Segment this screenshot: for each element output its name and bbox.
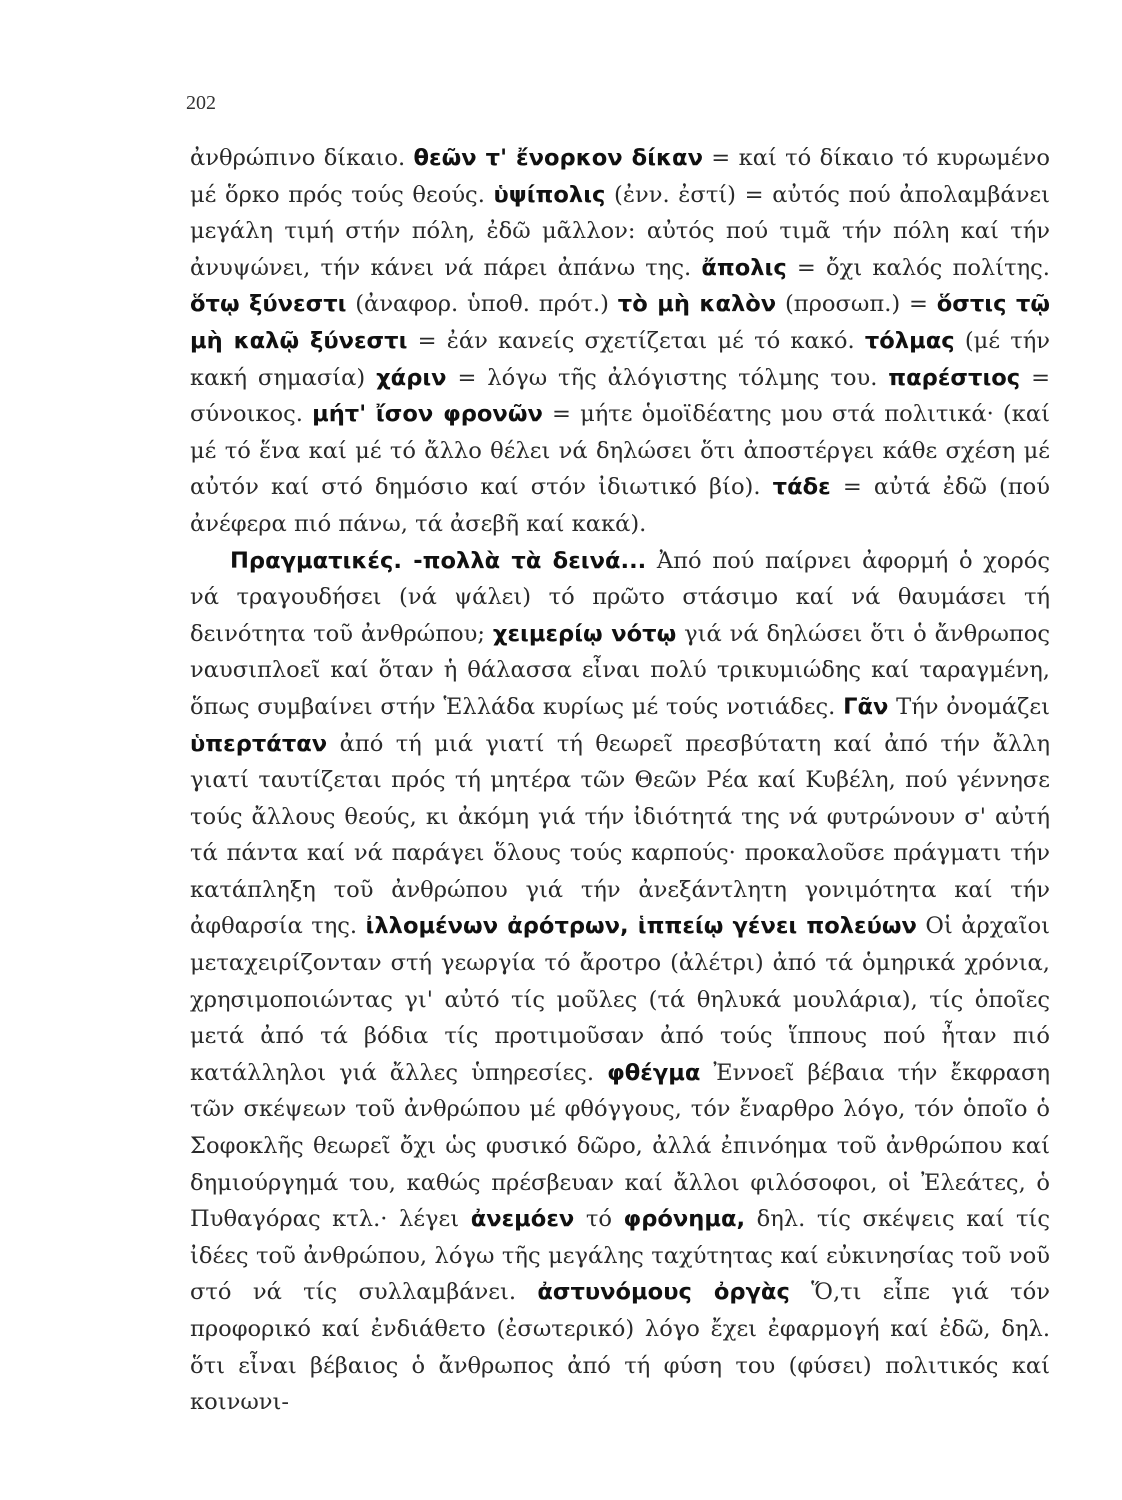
lemma-term: τάδε (772, 474, 831, 501)
lemma-term: φρόνημα, (623, 1206, 746, 1233)
lemma-term: ἀνεμόεν (470, 1206, 575, 1233)
lemma-term: ὑψίπολις (493, 181, 606, 208)
commentary-text (190, 140, 1050, 1421)
commentary-run: = μήτε ὁμοϊδέατης μου στά πολιτικά· (καί μέ τό ἕνα καί μέ τό ἄλλο θέλει νά δηλώσει ὅτι ἀποστέργει κάθε σχέση μέ αὐτόν καί στό δημόσιο καί στόν ἰδιωτικό βίο). (190, 401, 1050, 501)
lemma-term: χειμερίῳ νότῳ (492, 620, 677, 647)
commentary-run: ἀπό τή μιά γιατί τή θεωρεῖ πρεσβύτατη καί ἀπό τήν ἄλλη γιατί ταυτίζεται πρός τή μητέρα τῶν Θεῶν Ρέα καί Κυβέλη, πού γέννησε τούς ἄλλους θεούς, κι ἀκόμη γιά τήν ἰδιότητά της νά φυτρώνουν σ' αὐτή τά πάντα καί νά παράγει ὅλους τούς καρπούς· προκαλοῦσε πράγματι τήν κατάπληξη τοῦ ἀνθρώπου γιά τήν ἀνεξάντλητη γονιμότητα καί τήν ἀφθαρσία της. (190, 730, 1050, 940)
lemma-term: ὅτῳ ξύνεστι (190, 291, 347, 318)
commentary-paragraph-2 (190, 543, 1050, 1421)
commentary-run: (προσωπ.) = (776, 291, 937, 318)
commentary-run: Οἱ ἀρχαῖοι μεταχειρίζονταν στή γεωργία τό ἄροτρο (ἀλέτρι) ἀπό τά ὁμηρικά χρόνια, χρησιμοποιώντας γι' αὐτό τίς μοῦλες (τά θηλυκά μουλάρια), τίς ὁποῖες μετά ἀπό τά βόδια τίς προτιμοῦσαν ἀπό τούς ἵππους πού ἦταν πιό κατάλληλοι γιά ἄλλες ὑπηρεσίες. (190, 913, 1050, 1086)
lemma-term: μήτ' ἴσον φρονῶν (312, 401, 543, 428)
commentary-run: = ἐάν κανείς σχετίζεται μέ τό κακό. (407, 327, 865, 354)
commentary-run: τό (574, 1206, 624, 1233)
page-number: 202 (186, 92, 216, 114)
commentary-run: γιά νά δηλώσει ὅτι ὁ ἄνθρωπος ναυσιπλοεῖ καί ὅταν ἡ θάλασσα εἶναι πολύ τρικυμιώδης καί ταραγμένη, ὅπως συμβαίνει στήν Ἑλλάδα κυρίως μέ τούς νοτιάδες. (190, 620, 1050, 720)
lemma-term: Γᾶν (843, 693, 889, 720)
commentary-run: = καί τό δίκαιο τό κυρωμένο μέ ὅρκο πρός τούς θεούς. (190, 145, 1050, 208)
commentary-run: Ἐννοεῖ βέβαια τήν ἔκφραση τῶν σκέψεων τοῦ ἀνθρώπου μέ φθόγγους, τόν ἔναρθρο λόγο, τόν ὁποῖο ὁ Σοφοκλῆς θεωρεῖ ὄχι ὡς φυσικό δῶρο, ἀλλά ἐπινόημα τοῦ ἀνθρώπου καί δημιούργημά του, καθώς πρέσβευαν καί ἄλλοι φιλόσοφοι, οἱ Ἐλεάτες, ὁ Πυθαγόρας κτλ.· λέγει (190, 1059, 1050, 1233)
commentary-run: (ἀναφορ. ὑποθ. πρότ.) (346, 291, 618, 318)
lemma-term: ἰλλομένων ἀρότρων, ἱππείῳ γένει πολεύων (365, 913, 917, 940)
lemma-term: Πραγματικές. -πολλὰ τὰ δεινά... (230, 547, 647, 574)
lemma-term: τὸ μὴ καλὸν (617, 291, 777, 318)
commentary-run: Τήν ὀνομάζει (888, 693, 1050, 720)
commentary-run: Ὅ,τι εἶπε γιά τόν προφορικό καί ἐνδιάθετο (ἐσωτερικό) λόγο ἔχει ἐφαρμογή καί ἐδῶ, δηλ. ὅτι εἶναι βέβαιος ὁ ἄνθρωπος ἀπό τή φύση του (φύσει) πολιτικός καί κοινωνι- (190, 1279, 1051, 1416)
commentary-run: = ὄχι καλός πολίτης. (786, 254, 1050, 281)
lemma-term: θεῶν τ' ἔνορκον δίκαν (413, 145, 703, 171)
commentary-run: (ἐνν. ἐστί) = αὐτός πού ἀπολαμβάνει μεγάλη τιμή στήν πόλη, ἐδῶ μᾶλλον: αὐτός πού τιμᾶ τήν πόλη καί τήν ἀνυψώνει, τήν κάνει νά πάρει ἀπάνω της. (190, 181, 1050, 281)
commentary-run: Ἀπό πού παίρνει ἀφορμή ὁ χορός νά τραγουδήσει (νά ψάλει) τό πρῶτο στάσιμο καί νά θαυμάσει τή δεινότητα τοῦ ἀνθρώπου; (190, 547, 1050, 647)
lemma-term: ἄπολις (701, 254, 787, 281)
lemma-term: ὑπερτάταν (190, 730, 328, 757)
commentary-run: ἀνθρώπινο δίκαιο. (190, 145, 414, 171)
commentary-run: (μέ τήν κακή σημασία) (190, 327, 1050, 391)
lemma-term: χάριν (376, 364, 447, 391)
commentary-run: = σύνοικος. (190, 364, 1050, 428)
commentary-run: δηλ. τίς σκέψεις καί τίς ἰδέες τοῦ ἀνθρώπου, λόγω τῆς μεγάλης ταχύτητας καί εὐκινησίας τοῦ νοῦ στό νά τίς συλλαμβάνει. (190, 1206, 1051, 1306)
lemma-term: φθέγμα (607, 1059, 701, 1086)
lemma-term: ἀστυνόμους ὀργὰς (537, 1279, 790, 1306)
commentary-run: = αὐτά ἐδῶ (πού ἀνέφερα πιό πάνω, τά ἀσεβῆ καί κακά). (190, 474, 1051, 537)
lemma-term: ὅστις τῷ μὴ καλῷ ξύνεστι (190, 291, 1051, 354)
commentary-paragraph-1 (190, 140, 1050, 543)
lemma-term: τόλμας (864, 327, 955, 354)
lemma-term: παρέστιος (888, 364, 1021, 391)
commentary-run: = λόγω τῆς ἀλόγιστης τόλμης του. (446, 364, 889, 391)
